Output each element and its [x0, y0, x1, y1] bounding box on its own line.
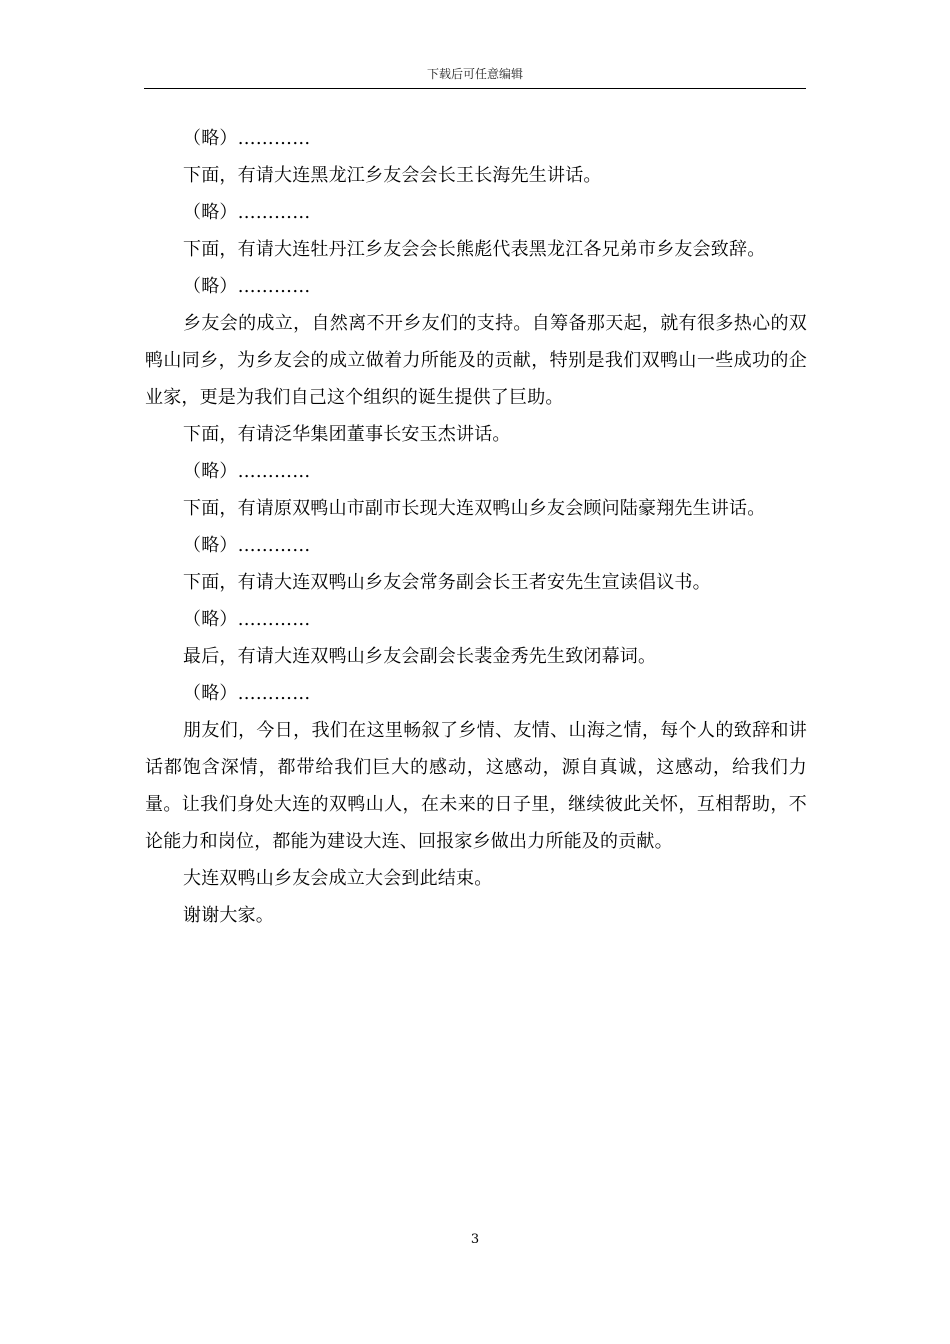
paragraph-omitted: （略）…………	[183, 609, 311, 630]
paragraph-omitted: （略）…………	[183, 128, 311, 149]
paragraph: 下面，有请大连双鸭山乡友会常务副会长王者安先生宣读倡议书。	[183, 572, 711, 593]
header-rule	[144, 88, 806, 89]
paragraph: 下面，有请原双鸭山市副市长现大连双鸭山乡友会顾问陆豪翔先生讲话。	[183, 498, 766, 519]
paragraph: 大连双鸭山乡友会成立大会到此结束。	[183, 868, 493, 889]
paragraph-omitted: （略）…………	[183, 535, 311, 556]
paragraph: 下面，有请大连牡丹江乡友会会长熊彪代表黑龙江各兄弟市乡友会致辞。	[183, 239, 766, 260]
paragraph: 朋友们，今日，我们在这里畅叙了乡情、友情、山海之情，每个人的致辞和讲话都饱含深情，都带给我们巨大的感动，这感动，源自真诚，这感动，给我们力量。让我们身处大连的双鸭山人，在未来的日子里，继续彼此关怀，互相帮助，不论能力和岗位，都能为建设大连、回报家乡做出力所能及的贡献。	[145, 720, 807, 852]
paragraph-omitted: （略）…………	[183, 276, 311, 297]
page-number: 3	[470, 1232, 480, 1247]
paragraph-omitted: （略）…………	[183, 461, 311, 482]
paragraph: 下面，有请大连黑龙江乡友会会长王长海先生讲话。	[183, 165, 602, 186]
paragraph-omitted: （略）…………	[183, 683, 311, 704]
paragraph: 乡友会的成立，自然离不开乡友们的支持。自筹备那天起，就有很多热心的双鸭山同乡，为乡友会的成立做着力所能及的贡献，特别是我们双鸭山一些成功的企业家，更是为我们自己这个组织的诞生提供了巨助。	[145, 313, 807, 408]
paragraph: 谢谢大家。	[183, 905, 274, 926]
paragraph-omitted: （略）…………	[183, 202, 311, 223]
paragraph: 最后，有请大连双鸭山乡友会副会长裴金秀先生致闭幕词。	[183, 646, 657, 667]
paragraph: 下面，有请泛华集团董事长安玉杰讲话。	[183, 424, 511, 445]
page-header: 下载后可任意编辑	[426, 67, 523, 81]
document-body	[145, 120, 807, 934]
